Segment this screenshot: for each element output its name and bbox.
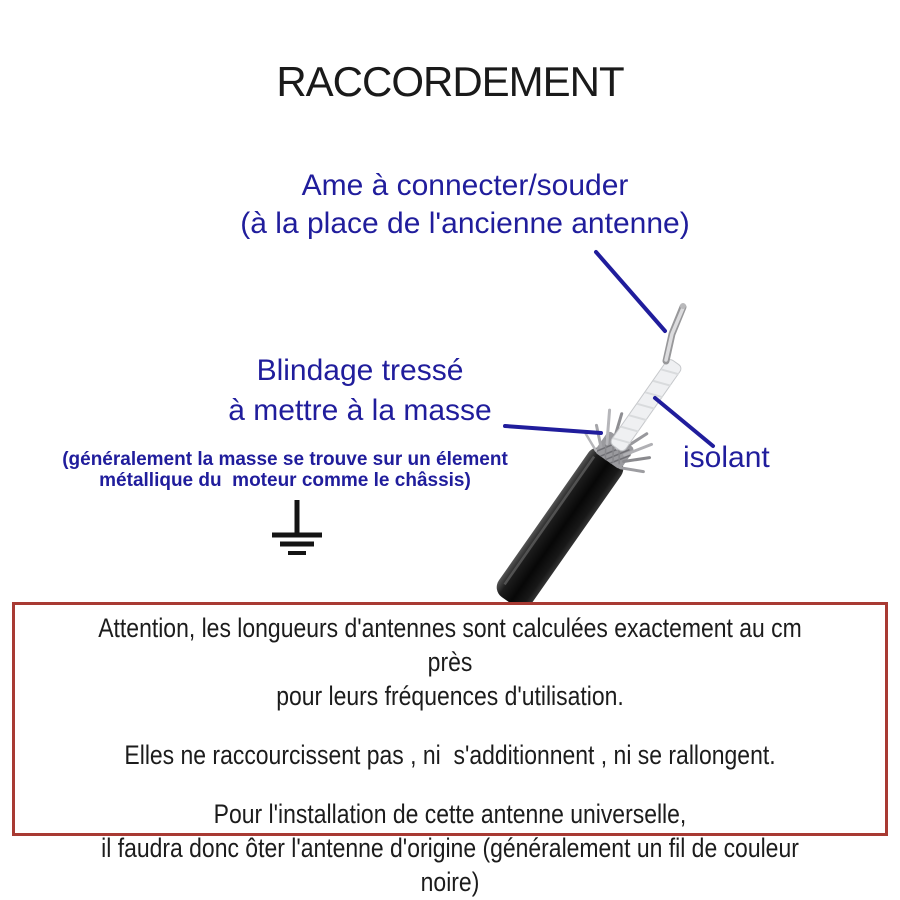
warning-line-1: Attention, les longueurs d'antennes sont calculées exactement au cm près: [98, 613, 809, 677]
ground-symbol-icon: [272, 500, 322, 553]
warning-line-3: Elles ne raccourcissent pas , ni s'additionnent , ni se rallongent.: [124, 740, 776, 770]
ground-note-line-1: (généralement la masse se trouve sur un élement: [62, 449, 508, 470]
shield-label: [110, 351, 610, 431]
core-label-line-2: (à la place de l'ancienne antenne): [240, 207, 690, 240]
core-label-line-1: Ame à connecter/souder: [301, 169, 629, 202]
ground-note: [35, 449, 535, 491]
shield-label-line-1: Blindage tressé: [256, 354, 464, 387]
shield-label-line-2: à mettre à la masse: [228, 394, 492, 427]
warning-line-5: il faudra donc ôter l'antenne d'origine (généralement un fil de couleur noire): [101, 833, 806, 897]
warning-paragraph-2: [80, 738, 820, 772]
ground-note-line-2: métallique du moteur comme le châssis): [99, 470, 471, 491]
page-title: RACCORDEMENT: [276, 58, 624, 105]
warning-paragraph-1: [80, 611, 820, 713]
warning-line-2: pour leurs fréquences d'utilisation.: [276, 681, 624, 711]
warning-line-4: Pour l'installation de cette antenne universelle,: [213, 799, 687, 829]
warning-text: [80, 611, 820, 899]
leader-line-core: [596, 252, 665, 331]
warning-box: [12, 602, 888, 897]
insulator-label: isolant: [683, 441, 770, 474]
warning-paragraph-3: [80, 797, 820, 899]
cable-center-conductor: [666, 303, 686, 361]
core-label: [165, 167, 765, 243]
leader-line-insulator: [655, 398, 713, 446]
